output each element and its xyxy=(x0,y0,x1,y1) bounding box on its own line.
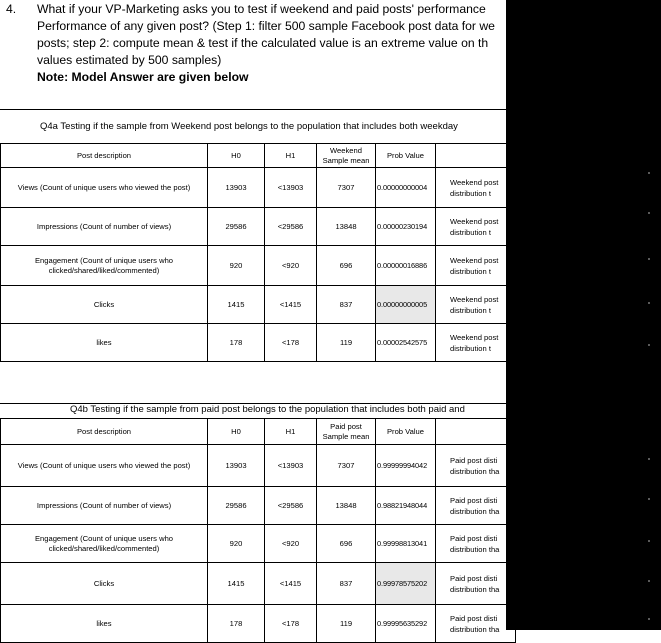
conclusion-cell: Paid post disti distribution tha xyxy=(436,563,516,605)
prob-value-cell: 0.99978575202 xyxy=(376,563,436,605)
table-row xyxy=(1,487,516,525)
table-row xyxy=(1,286,516,324)
dot-mark xyxy=(648,258,650,260)
header-sample-mean: Weekend Sample mean xyxy=(317,144,376,168)
sample-mean-cell: 696 xyxy=(317,246,376,286)
sample-mean-cell: 696 xyxy=(317,525,376,563)
sample-mean-cell: 119 xyxy=(317,324,376,362)
sample-mean-cell: 7307 xyxy=(317,168,376,208)
sample-mean-cell: 7307 xyxy=(317,445,376,487)
header-post-description: Post description xyxy=(1,419,208,445)
q4a-table xyxy=(0,143,516,362)
h1-cell: <1415 xyxy=(265,563,317,605)
post-description-cell: Clicks xyxy=(1,286,208,324)
question-line: posts; step 2: compute mean & test if the calculated value is an extreme value on th xyxy=(37,36,489,50)
h0-cell: 178 xyxy=(208,324,265,362)
h1-cell: <29586 xyxy=(265,208,317,246)
question-number: 4. xyxy=(6,2,17,16)
sample-mean-cell: 837 xyxy=(317,563,376,605)
question-text xyxy=(37,1,517,86)
q4b-table xyxy=(0,418,516,643)
table-row xyxy=(1,525,516,563)
h1-cell: <920 xyxy=(265,246,317,286)
table-row xyxy=(1,445,516,487)
section-divider xyxy=(0,109,506,110)
conclusion-cell: Weekend post distribution t xyxy=(436,168,516,208)
prob-value-cell: 0.00000000004 xyxy=(376,168,436,208)
prob-value-cell: 0.99998813041 xyxy=(376,525,436,563)
header-h1: H1 xyxy=(265,419,317,445)
post-description-cell: Views (Count of unique users who viewed the post) xyxy=(1,168,208,208)
conclusion-cell: Paid post disti distribution tha xyxy=(436,487,516,525)
dot-mark xyxy=(648,618,650,620)
h1-cell: <1415 xyxy=(265,286,317,324)
header-prob-value: Prob Value xyxy=(376,419,436,445)
prob-value-cell: 0.00000016886 xyxy=(376,246,436,286)
h1-cell: <13903 xyxy=(265,168,317,208)
h0-cell: 920 xyxy=(208,525,265,563)
header-note xyxy=(436,144,516,168)
header-sample-mean: Paid post Sample mean xyxy=(317,419,376,445)
h1-cell: <178 xyxy=(265,324,317,362)
header-h0: H0 xyxy=(208,144,265,168)
prob-value-cell: 0.00000000005 xyxy=(376,286,436,324)
question-line: What if your VP-Marketing asks you to test if weekend and paid posts' performance xyxy=(37,2,486,16)
h0-cell: 13903 xyxy=(208,445,265,487)
table-row xyxy=(1,324,516,362)
h0-cell: 29586 xyxy=(208,208,265,246)
post-description-cell: Impressions (Count of number of views) xyxy=(1,487,208,525)
header-note xyxy=(436,419,516,445)
header-h1: H1 xyxy=(265,144,317,168)
post-description-cell: Engagement (Count of unique users who clicked/shared/liked/commented) xyxy=(1,525,208,563)
h0-cell: 1415 xyxy=(208,286,265,324)
table-row xyxy=(1,208,516,246)
conclusion-cell: Weekend post distribution t xyxy=(436,246,516,286)
dot-mark xyxy=(648,498,650,500)
conclusion-cell: Weekend post distribution t xyxy=(436,208,516,246)
question-line: values estimated by 500 samples) xyxy=(37,53,222,67)
conclusion-cell: Paid post disti distribution tha xyxy=(436,445,516,487)
header-h0: H0 xyxy=(208,419,265,445)
q4a-title: Q4a Testing if the sample from Weekend post belongs to the population that includes both weekday xyxy=(40,121,458,132)
h0-cell: 29586 xyxy=(208,487,265,525)
sample-mean-cell: 837 xyxy=(317,286,376,324)
dot-mark xyxy=(648,172,650,174)
table-row xyxy=(1,605,516,643)
conclusion-cell: Paid post disti distribution tha xyxy=(436,605,516,643)
table-row xyxy=(1,246,516,286)
post-description-cell: Engagement (Count of unique users who clicked/shared/liked/commented) xyxy=(1,246,208,286)
h1-cell: <920 xyxy=(265,525,317,563)
conclusion-cell: Weekend post distribution t xyxy=(436,286,516,324)
post-description-cell: likes xyxy=(1,324,208,362)
post-description-cell: Impressions (Count of number of views) xyxy=(1,208,208,246)
dot-mark xyxy=(648,580,650,582)
conclusion-cell: Weekend post distribution t xyxy=(436,324,516,362)
h0-cell: 178 xyxy=(208,605,265,643)
table-header-row xyxy=(1,144,516,168)
h1-cell: <13903 xyxy=(265,445,317,487)
conclusion-cell: Paid post disti distribution tha xyxy=(436,525,516,563)
prob-value-cell: 0.99995635292 xyxy=(376,605,436,643)
model-answer-note: Note: Model Answer are given below xyxy=(37,70,249,84)
sample-mean-cell: 119 xyxy=(317,605,376,643)
prob-value-cell: 0.00000230194 xyxy=(376,208,436,246)
post-description-cell: likes xyxy=(1,605,208,643)
header-post-description: Post description xyxy=(1,144,208,168)
sample-mean-cell: 13848 xyxy=(317,208,376,246)
prob-value-cell: 0.00002542575 xyxy=(376,324,436,362)
h0-cell: 13903 xyxy=(208,168,265,208)
header-prob-value: Prob Value xyxy=(376,144,436,168)
table-row xyxy=(1,168,516,208)
dot-mark xyxy=(648,212,650,214)
dot-mark xyxy=(648,458,650,460)
h0-cell: 920 xyxy=(208,246,265,286)
sample-mean-cell: 13848 xyxy=(317,487,376,525)
h1-cell: <178 xyxy=(265,605,317,643)
table-row xyxy=(1,563,516,605)
question-line: Performance of any given post? (Step 1: filter 500 sample Facebook post data for we xyxy=(37,19,495,33)
prob-value-cell: 0.98821948044 xyxy=(376,487,436,525)
table-header-row xyxy=(1,419,516,445)
black-margin xyxy=(506,0,661,630)
prob-value-cell: 0.99999994042 xyxy=(376,445,436,487)
dot-mark xyxy=(648,344,650,346)
q4b-title: Q4b Testing if the sample from paid post belongs to the population that includes both paid and xyxy=(70,404,465,415)
post-description-cell: Views (Count of unique users who viewed the post) xyxy=(1,445,208,487)
h0-cell: 1415 xyxy=(208,563,265,605)
dot-mark xyxy=(648,540,650,542)
post-description-cell: Clicks xyxy=(1,563,208,605)
h1-cell: <29586 xyxy=(265,487,317,525)
dot-mark xyxy=(648,302,650,304)
